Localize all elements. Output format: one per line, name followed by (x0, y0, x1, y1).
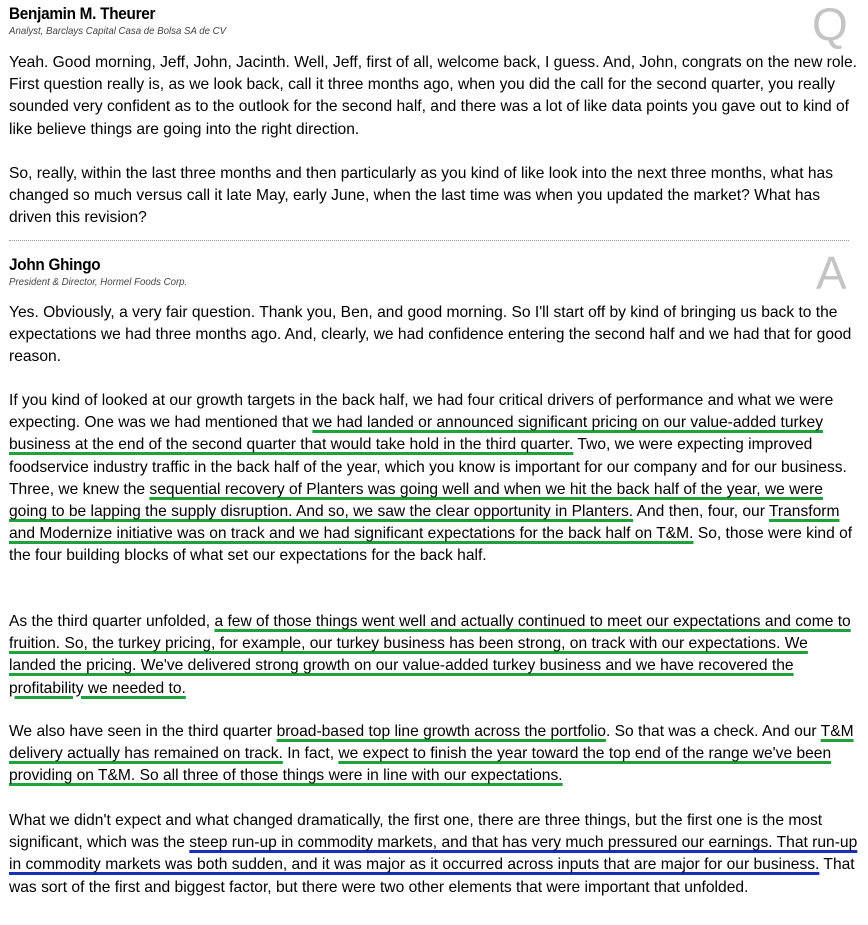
answer-speaker (9, 255, 203, 289)
question-marker: Q (812, 0, 848, 50)
answer-p2-text-a: If you kind of looked at our growth targets in the back half, we had four critical drivers of performance and what we were expecting. One was we had mentioned that (9, 392, 834, 432)
answer-p2-text-c: Two, we were expecting improved foodservice industry traffic in the back half of the year, which you know is important for our company and for our business. Three, we knew the (9, 436, 847, 498)
answer-marker: A (816, 247, 847, 299)
answer-p4-text-c: . So that was a check. And our (605, 723, 821, 740)
question-paragraph-1: Yeah. Good morning, Jeff, John, Jacinth. Well, Jeff, first of all, welcome back, I guess. And, John, congrats on the new role. First question really is, as we look back, call it three months ago, when you did the call for the second quarter, you really sounded very confident as to the outlook for the second half, and there was a lot of like data points you gave out to kind of like believe things are going into the right direction. (9, 54, 858, 138)
question-speaker-name: Benjamin M. Theurer (9, 4, 156, 23)
answer-paragraph-3 (9, 611, 859, 700)
answer-speaker-title: President & Director, Hormel Foods Corp. (9, 276, 188, 288)
highlight-tm-range: we expect to finish the year toward the top end of the range we've been providing on T&M. So all three of those things were in line with our expectations. (9, 745, 832, 785)
highlight-commodity-runup: steep run-up in commodity markets, and that has very much pressured our earnings. That run-up in commodity markets was both sudden, and it was major as it occurred across inputs that are major for our business. (9, 834, 858, 874)
highlight-turkey-pricing: we had landed or announced significant pricing on our value-added turkey business at the end of the second quarter that would take hold in the third quarter. (9, 414, 824, 454)
answer-paragraph-4 (9, 721, 859, 788)
section-divider (9, 240, 849, 241)
answer-p2-text-g: So, those were kind of the four building blocks of what set our expectations for the back half. (9, 525, 853, 565)
answer-paragraph-5 (9, 810, 859, 899)
answer-p5-text-c: That was sort of the first and biggest factor, but there were two other elements that were important that unfolded. (9, 856, 855, 896)
answer-p5-text-a: What we didn't expect and what changed dramatically, the first one, there are three things, but the first one is the most significant, which was the (9, 812, 823, 852)
answer-p2-text-e: And then, four, our (633, 503, 769, 521)
highlight-tm-initiative: Transform and Modernize initiative was on track and we had significant expectations for the back half on T&M. (9, 503, 840, 543)
answer-p4-text-e: In fact, (282, 745, 339, 763)
answer-p4-text-a: We also have seen in the third quarter (9, 723, 277, 740)
answer-speaker-name: John Ghingo (9, 255, 101, 274)
highlight-top-line-growth: broad-based top line growth across the portfolio (276, 723, 606, 740)
answer-paragraph-1: Yes. Obviously, a very fair question. Thank you, Ben, and good morning. So I'll start off by kind of bringing us back to the expectations we had three months ago. And, clearly, we had confidence entering the second half and we had that for good reason. (9, 304, 852, 366)
highlight-planters-recovery: sequential recovery of Planters was going well and when we hit the back half of the year, we were going to be lapping the supply disruption. And so, we saw the clear opportunity in Planters. (9, 480, 823, 521)
question-paragraph-2: So, really, within the last three months and then particularly as you kind of like look into the next three months, what has changed so much versus call it late May, early June, when the last time was when you updated the market? What has driven this revision? (9, 165, 834, 227)
highlight-turkey-performance: a few of those things went well and actually continued to meet our expectations and come to fruition. So, the turkey pricing, for example, our turkey business has been strong, on track with our expectations. We landed the pricing. We've delivered strong growth on our value-added turkey business and we have recovered the profitability we needed to. (9, 613, 851, 697)
answer-p3-text-a: As the third quarter unfolded, (9, 613, 215, 630)
highlight-tm-delivery: T&M delivery actually has remained on track. (9, 723, 854, 763)
question-speaker-title: Analyst, Barclays Capital Casa de Bolsa SA de CV (9, 25, 227, 37)
question-speaker (9, 4, 245, 38)
answer-paragraph-2 (9, 390, 859, 568)
